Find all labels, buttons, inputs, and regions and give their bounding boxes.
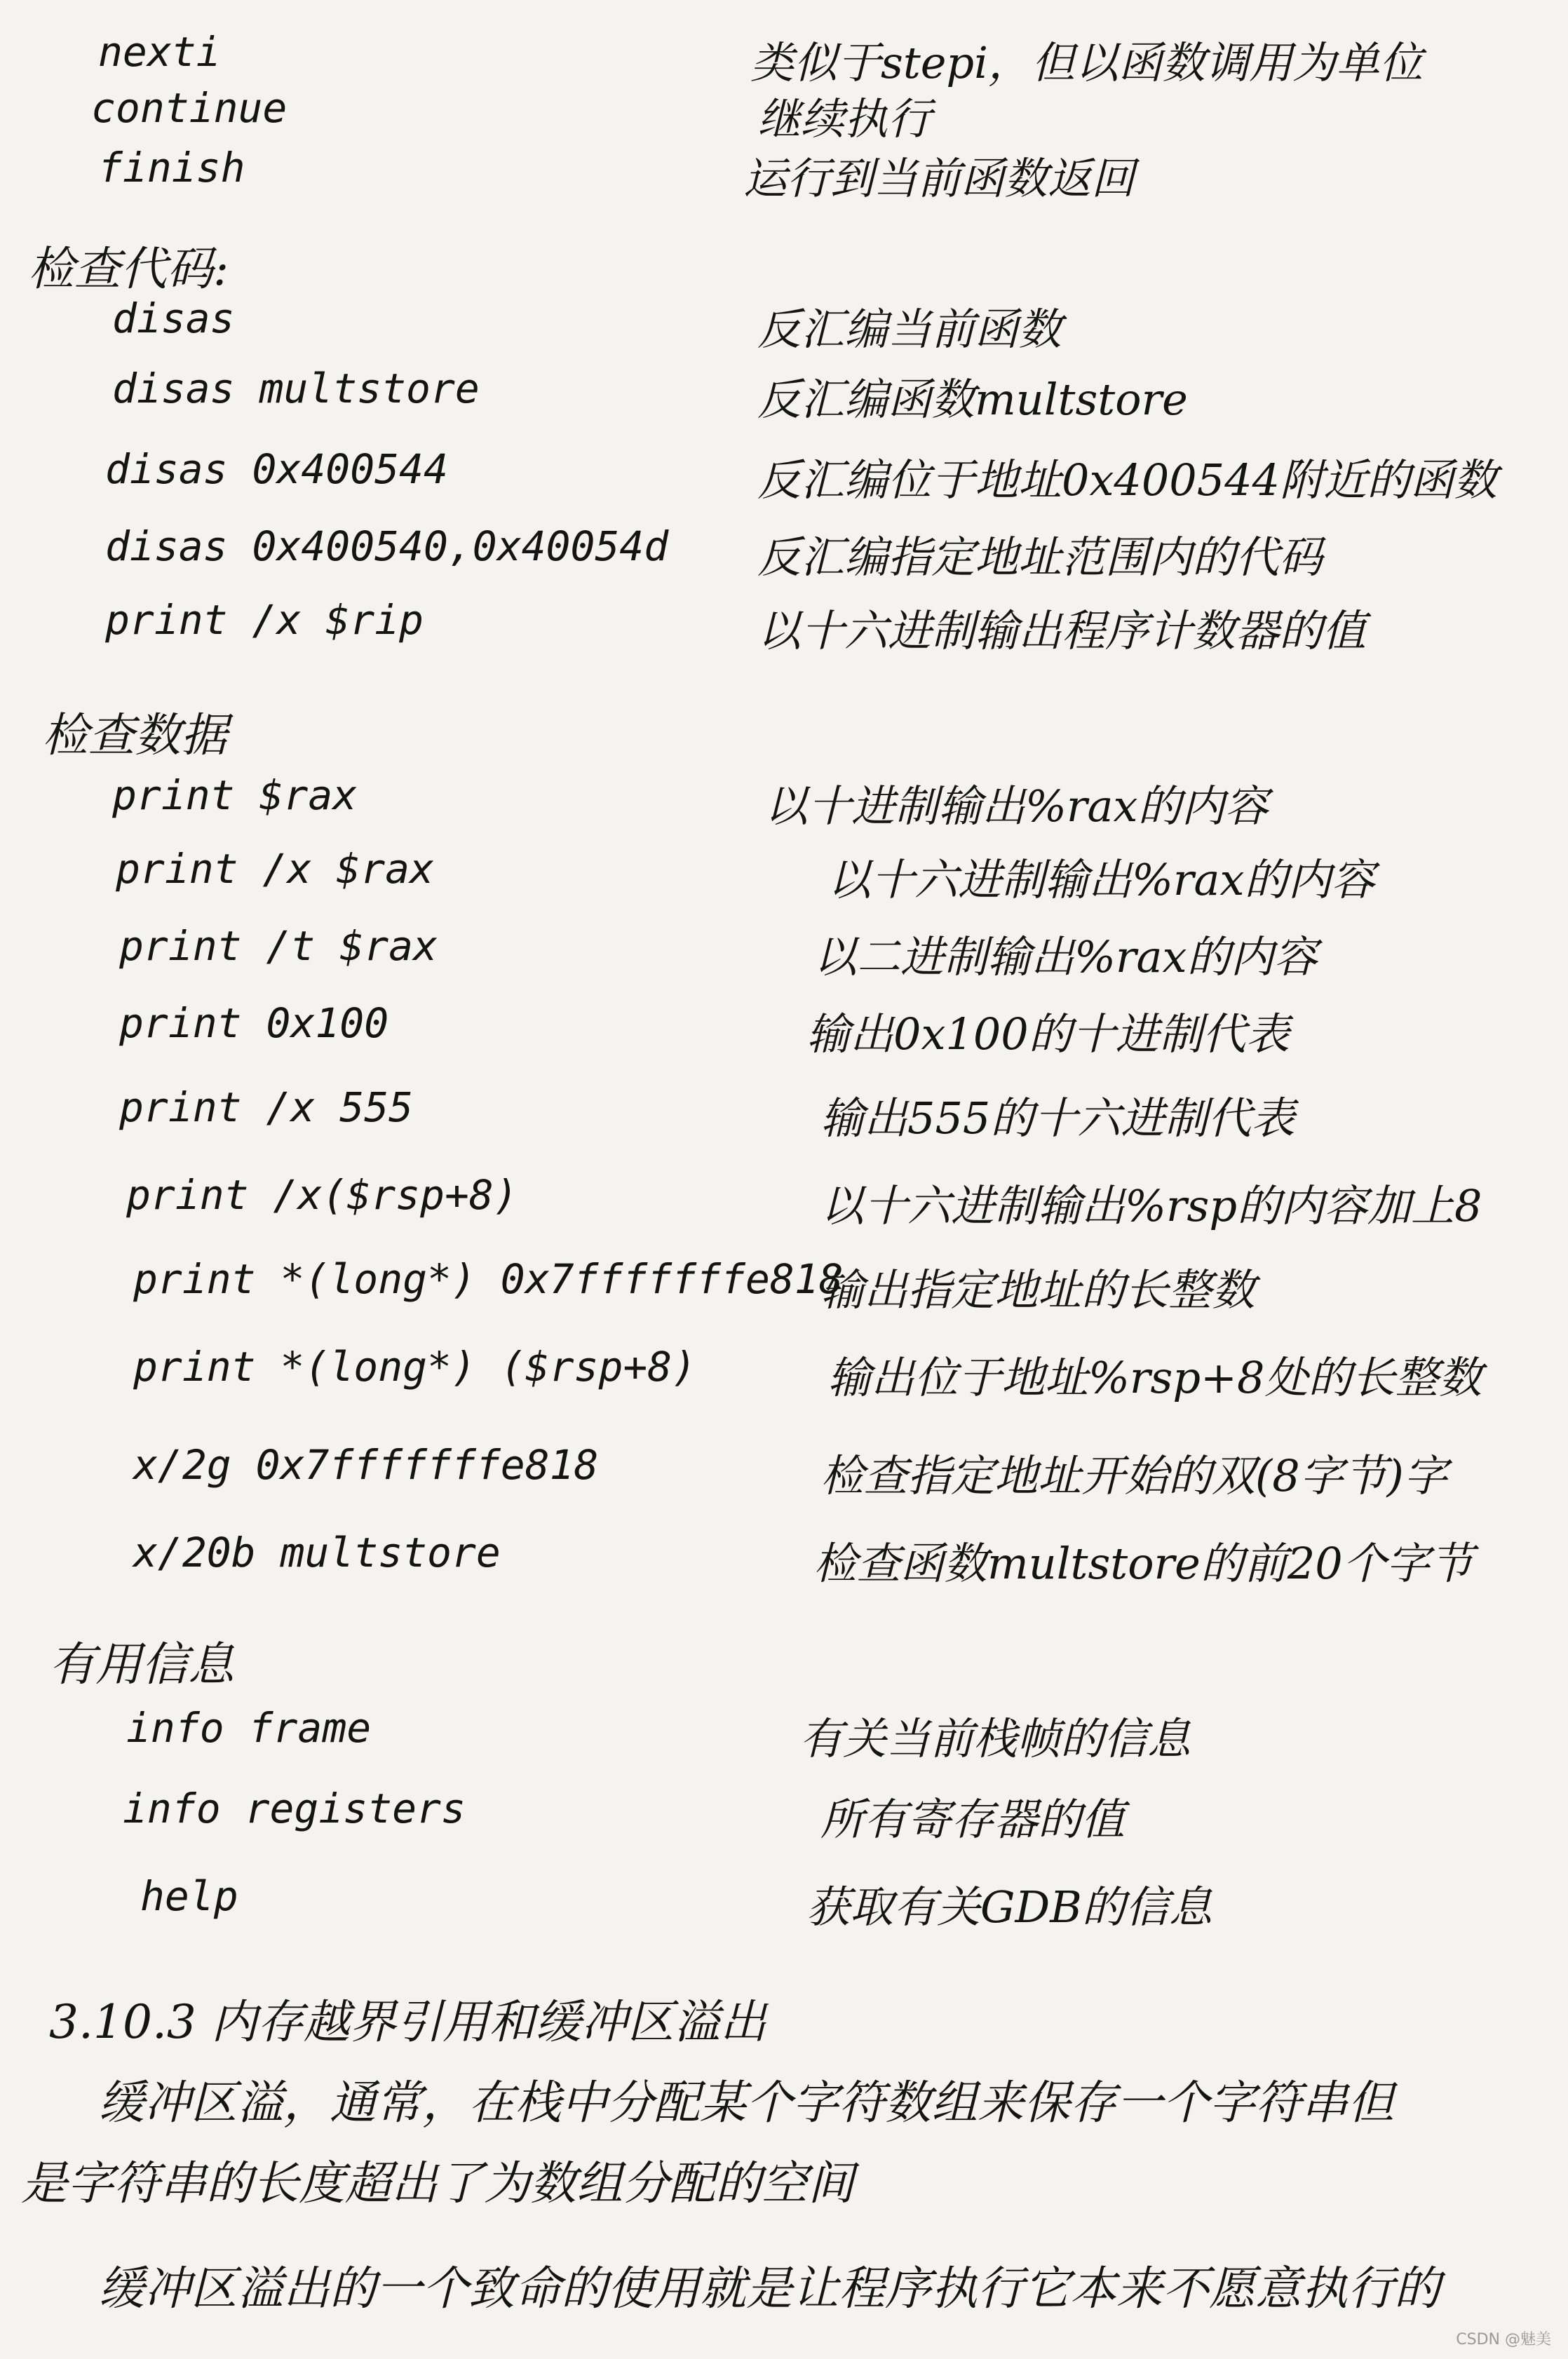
command-row [0,1343,1568,1413]
command-description: 以十六进制输出程序计数器的值 [757,605,1367,656]
command-description: 获取有关GDB的信息 [806,1881,1212,1933]
command-description: 以十六进制输出%rax的内容 [827,854,1375,905]
command-row [0,999,1568,1069]
command-description: 反汇编当前函数 [757,304,1062,355]
notes-line: 缓冲区溢出的一个致命的使用就是让程序执行它本来不愿意执行的 [98,2262,1440,2316]
command-row [0,596,1568,666]
command-row [0,1704,1568,1774]
command-text: print *(long*) ($rsp+8) [133,1343,697,1391]
command-text: print /x $rax [116,845,434,893]
command-text: info frame [126,1704,372,1752]
command-text: print /x($rsp+8) [126,1171,518,1219]
command-row [0,771,1568,841]
command-description: 以二进制输出%rax的内容 [813,931,1318,982]
command-row [0,365,1568,435]
command-description: 输出位于地址%rsp+8处的长整数 [827,1352,1482,1403]
command-row [0,295,1568,365]
command-description: 以十进制输出%rax的内容 [764,780,1269,832]
notes-heading: 3.10.3 内存越界引用和缓冲区溢出 [49,1995,766,2049]
command-description: 继续执行 [757,93,932,144]
command-row [0,1529,1568,1599]
notes-line: 是字符串的长度超出了为数组分配的空间 [21,2156,854,2210]
command-text: finish [98,144,245,191]
command-description: 反汇编函数multstore [757,374,1188,425]
command-description: 以十六进制输出%rsp的内容加上8 [820,1180,1482,1231]
command-text: nexti [98,28,221,76]
command-description: 反汇编位于地址0x400544附近的函数 [757,454,1498,506]
command-text: print *(long*) 0x7fffffffe818 [133,1255,844,1303]
section-heading-info: 有用信息 [49,1637,234,1691]
notes-line: 缓冲区溢，通常，在栈中分配某个字符数组来保存一个字符串但 [98,2076,1394,2130]
section-heading-data: 检查数据 [42,708,227,762]
command-row [0,845,1568,915]
command-text: print /x 555 [119,1083,414,1131]
command-text: x/2g 0x7fffffffe818 [133,1441,599,1489]
command-text: print /x $rip [105,596,424,644]
command-row [0,1171,1568,1241]
command-row [0,445,1568,515]
command-row [0,922,1568,992]
command-text: print /t $rax [119,922,438,970]
command-row [0,1083,1568,1154]
command-text: continue [91,84,288,132]
command-row [0,522,1568,593]
command-description: 输出指定地址的长整数 [820,1264,1256,1316]
command-text: disas 0x400544 [105,445,448,493]
command-text: disas multstore [112,365,480,412]
section-heading-code: 检查代码: [28,242,229,296]
command-description: 检查函数multstore的前20个字节 [813,1538,1473,1589]
command-row [0,1785,1568,1855]
command-description: 反汇编指定地址范围内的代码 [757,532,1323,583]
command-row [0,1255,1568,1325]
command-text: print $rax [112,771,358,819]
command-text: help [140,1872,238,1920]
watermark-text: CSDN @魅美 [1456,2331,1551,2348]
command-text: disas 0x400540,0x40054d [105,522,669,570]
command-description: 所有寄存器的值 [820,1794,1126,1845]
command-text: info registers [123,1785,466,1832]
command-description: 检查指定地址开始的双(8字节)字 [820,1450,1447,1501]
command-row [0,1872,1568,1942]
command-description: 有关当前栈帧的信息 [799,1713,1191,1764]
command-text: disas [112,295,235,342]
command-description: 输出0x100的十进制代表 [806,1008,1290,1060]
command-text: x/20b multstore [133,1529,501,1576]
command-description: 输出555的十六进制代表 [820,1093,1295,1144]
command-row [0,144,1568,214]
command-description: 运行到当前函数返回 [743,153,1135,204]
command-text: print 0x100 [119,999,389,1047]
command-row [0,1441,1568,1511]
command-description: 类似于stepi，但以函数调用为单位 [750,37,1423,88]
